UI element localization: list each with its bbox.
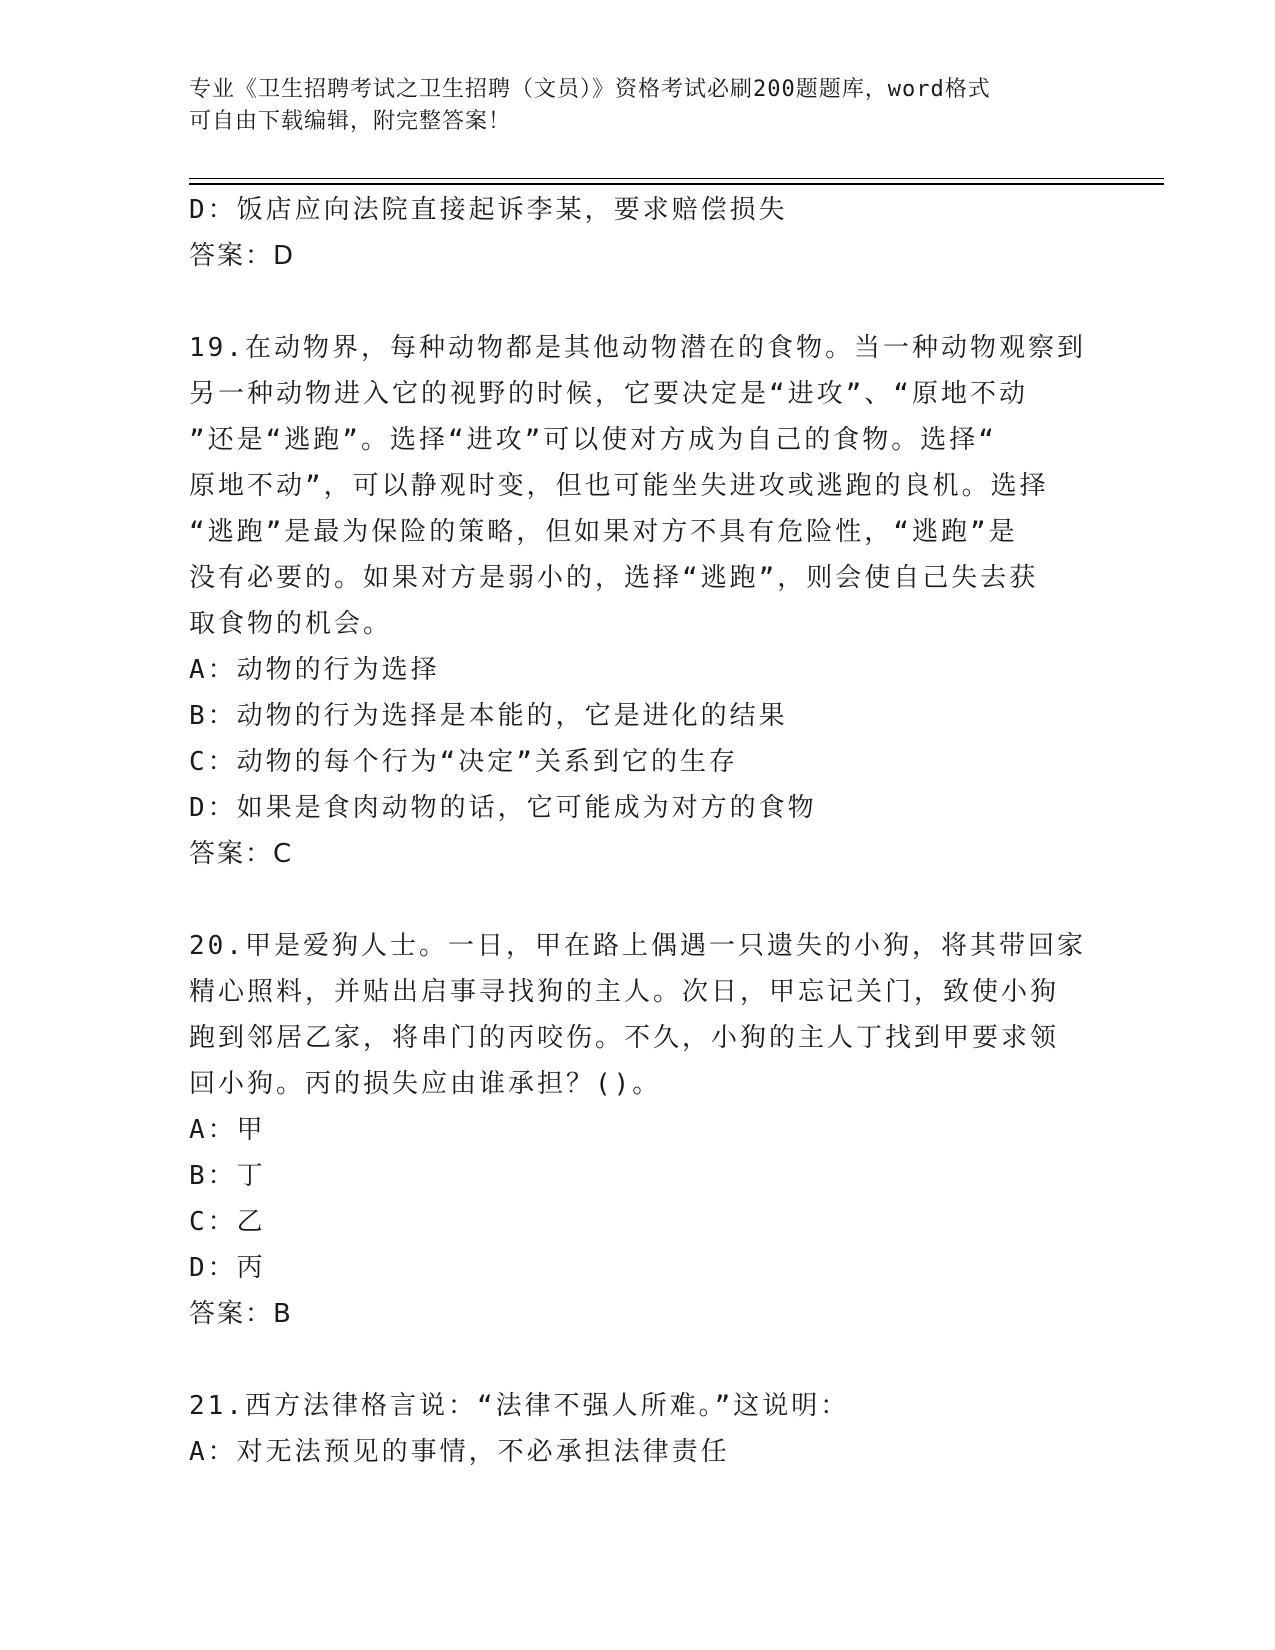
header-divider-thick bbox=[189, 183, 1164, 185]
q20-stem-line: 精心照料，并贴出启事寻找狗的主人。次日，甲忘记关门，致使小狗 bbox=[189, 977, 1060, 1007]
q20-stem-line: 20.甲是爱狗人士。一日，甲在路上偶遇一只遗失的小狗，将其带回家 bbox=[189, 931, 1086, 961]
question-19 bbox=[189, 325, 1089, 877]
q19-stem-line: 取食物的机会。 bbox=[189, 609, 393, 639]
question-20 bbox=[189, 923, 1089, 1337]
document-header bbox=[189, 74, 1089, 138]
q19-stem-line: 原地不动”，可以静观时变，但也可能坐失进攻或逃跑的良机。选择 bbox=[189, 471, 1049, 501]
q20-stem-line: 跑到邻居乙家，将串门的丙咬伤。不久，小狗的主人丁找到甲要求领 bbox=[189, 1023, 1060, 1053]
spacer bbox=[189, 1337, 1089, 1383]
header-line-1: 专业《卫生招聘考试之卫生招聘（文员）》资格考试必刷200题题库，word格式 bbox=[189, 77, 991, 102]
spacer bbox=[189, 877, 1089, 923]
q18-answer: 答案：D bbox=[189, 241, 296, 271]
q20-option-b: B：丁 bbox=[189, 1161, 266, 1191]
q19-stem-line: ”还是“逃跑”。选择“进攻”可以使对方成为自己的食物。选择“ bbox=[189, 425, 997, 455]
q18-option-d: D：饭店应向法院直接起诉李某，要求赔偿损失 bbox=[189, 195, 788, 225]
q20-answer: 答案：B bbox=[189, 1299, 293, 1329]
q20-option-d: D：丙 bbox=[189, 1253, 266, 1283]
q21-option-a: A：对无法预见的事情，不必承担法律责任 bbox=[189, 1437, 730, 1467]
q20-option-c: C：乙 bbox=[189, 1207, 266, 1237]
q20-option-a: A：甲 bbox=[189, 1115, 266, 1145]
q19-stem-line: 没有必要的。如果对方是弱小的，选择“逃跑”，则会使自己失去获 bbox=[189, 563, 1039, 593]
header-divider-thin bbox=[189, 178, 1164, 179]
q19-answer: 答案：C bbox=[189, 839, 294, 869]
q20-stem-line: 回小狗。丙的损失应由谁承担？()。 bbox=[189, 1069, 662, 1099]
q19-option-a: A：动物的行为选择 bbox=[189, 655, 440, 685]
q19-option-d: D：如果是食肉动物的话，它可能成为对方的食物 bbox=[189, 793, 817, 823]
q21-stem-line: 21.西方法律格言说：“法律不强人所难。”这说明： bbox=[189, 1391, 850, 1421]
question-21 bbox=[189, 1383, 1089, 1475]
question-18 bbox=[189, 187, 1089, 279]
q19-option-b: B：动物的行为选择是本能的，它是进化的结果 bbox=[189, 701, 788, 731]
document-body bbox=[189, 187, 1089, 1475]
spacer bbox=[189, 279, 1089, 325]
q19-stem-line: “逃跑”是最为保险的策略，但如果对方不具有危险性，“逃跑”是 bbox=[189, 517, 1018, 547]
q19-option-c: C：动物的每个行为“决定”关系到它的生存 bbox=[189, 747, 738, 777]
q19-stem-line: 19.在动物界，每种动物都是其他动物潜在的食物。当一种动物观察到 bbox=[189, 333, 1086, 363]
q19-stem-line: 另一种动物进入它的视野的时候，它要决定是“进攻”、“原地不动 bbox=[189, 379, 1028, 409]
header-line-2: 可自由下载编辑，附完整答案！ bbox=[189, 109, 512, 134]
